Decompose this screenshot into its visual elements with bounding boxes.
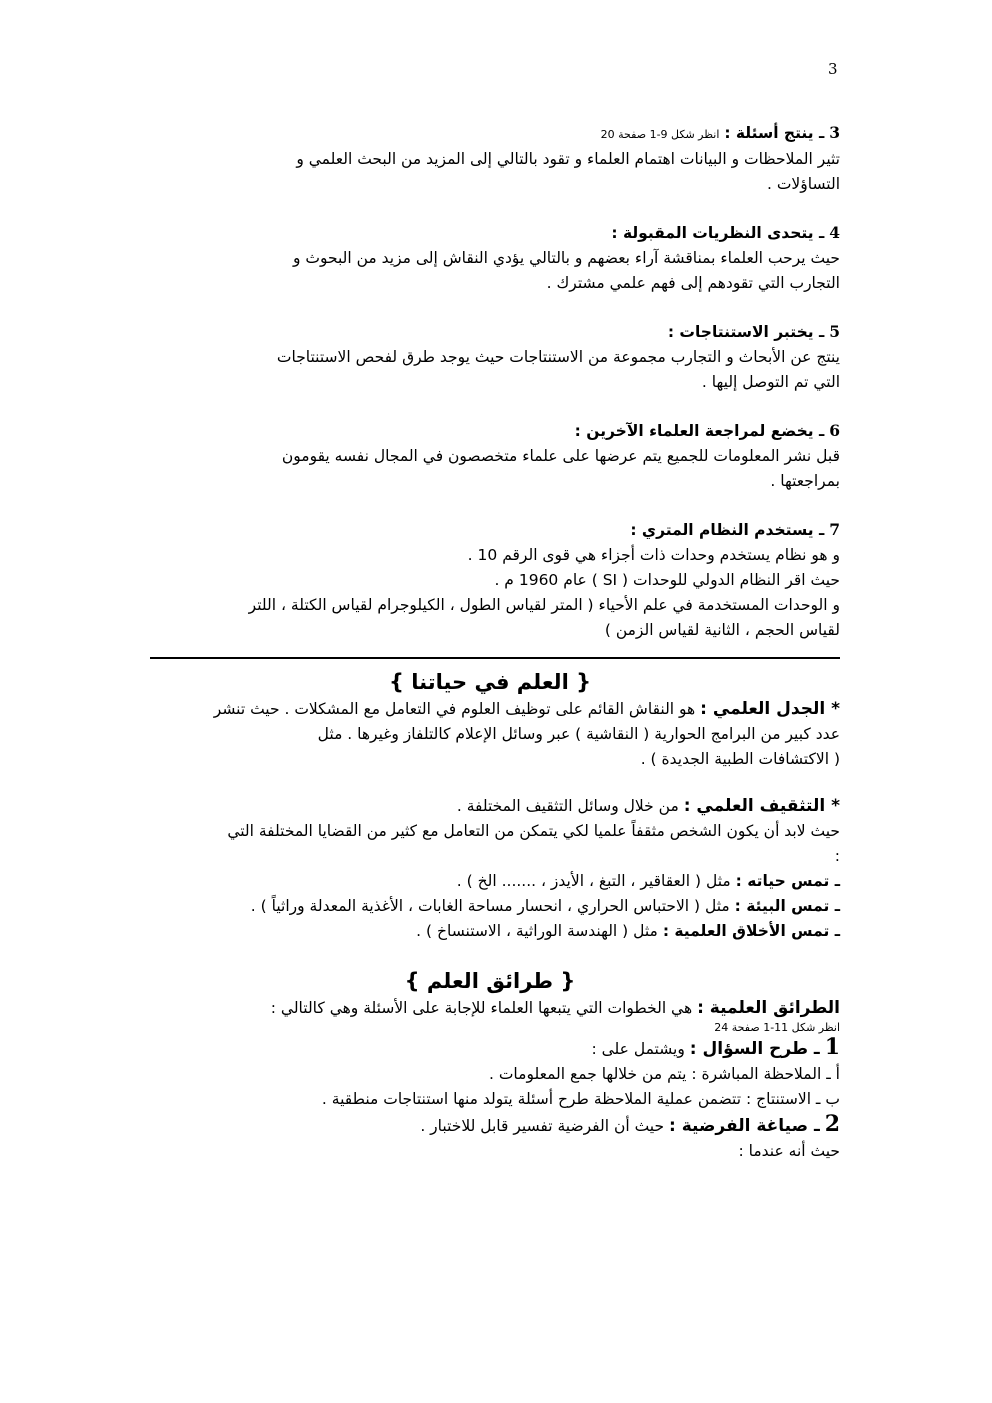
bullet-text: مثل ( العقاقير ، التبغ ، الأيدز ، ....... الخ ) . <box>456 872 731 890</box>
paragraph-text: هي الخطوات التي يتبعها العلماء للإجابة على الأسئلة وهي كالتالي : <box>270 999 693 1017</box>
bullet-item <box>140 869 840 894</box>
paragraph-line: ( الاكتشافات الطبية الجديدة ) . <box>640 750 840 768</box>
bullet-label: ـ تمس حياته : <box>735 872 840 890</box>
list-item: أ ـ الملاحظة المباشرة : يتم من خلالها جمع المعلومات . <box>488 1065 840 1083</box>
figure-reference: انظر شكل 11-1 صفحة 24 <box>714 1021 840 1034</box>
paragraph-line: تثير الملاحظات و البيانات اهتمام العلماء و تقود بالتالي إلى المزيد من البحث العلمي و <box>296 150 840 168</box>
bullet-text: مثل ( الاحتباس الحراري ، انحسار مساحة الغابات ، الأغذية المعدلة وراثياً ) . <box>250 897 730 915</box>
bullet-label: ـ تمس الأخلاق العلمية : <box>662 922 840 940</box>
section-number: 4 <box>829 223 840 242</box>
bullet-item <box>140 919 840 944</box>
science-methods-section <box>140 966 840 1164</box>
document-body <box>140 120 840 1164</box>
debate-paragraph <box>140 697 840 722</box>
step-title: ـ طرح السؤال : <box>689 1039 820 1059</box>
paragraph-line: و هو نظام يستخدم وحدات ذات أجزاء هي قوى الرقم 10 . <box>467 546 840 564</box>
paragraph-line: عدد كبير من البرامج الحوارية ( النقاشية ) عبر وسائل الإعلام كالتلفاز وغيرها . مثل <box>317 725 840 743</box>
paragraph-line: لقياس الحجم ، الثانية لقياس الزمن ) <box>604 621 840 639</box>
section-number: 5 <box>829 322 840 341</box>
section-title: ـ يختبر الاستنتاجات : <box>667 323 825 341</box>
paragraph-line: : <box>834 847 840 865</box>
step-number: 1 <box>824 1034 840 1060</box>
section-6 <box>140 418 840 494</box>
section-main-title: { طرائق العلم } <box>404 969 576 993</box>
section-number: 7 <box>829 520 840 539</box>
term-label: * الجدل العلمي : <box>700 699 840 719</box>
paragraph-line: حيث اقر النظام الدولي للوحدات ( SI ) عام 1960 م . <box>494 571 840 589</box>
paragraph-line: قبل نشر المعلومات للجميع يتم عرضها على علماء متخصصون في المجال نفسه يقومون <box>281 447 840 465</box>
section-heading <box>140 319 840 345</box>
paragraph-line: التجارب التي تقودهم إلى فهم علمي مشترك . <box>546 274 840 292</box>
paragraph-line: حيث أنه عندما : <box>738 1142 840 1160</box>
section-heading <box>140 120 840 147</box>
section-number: 6 <box>829 421 840 440</box>
list-item: ب ـ الاستنتاج : تتضمن عملية الملاحظة طرح أسئلة يتولد منها استنتاجات منطقية . <box>321 1090 840 1108</box>
step-number: 2 <box>824 1111 840 1137</box>
section-heading <box>140 517 840 543</box>
bullet-label: ـ تمس البيئة : <box>734 897 840 915</box>
section-number: 3 <box>829 123 840 142</box>
section-title: ـ يخضع لمراجعة العلماء الآخرين : <box>574 422 825 440</box>
section-5 <box>140 319 840 395</box>
section-title: ـ يستخدم النظام المتري : <box>630 521 825 539</box>
paragraph-line: بمراجعتها . <box>770 472 840 490</box>
step-intro: ويشتمل على : <box>591 1040 685 1058</box>
term-label: * التثقيف العلمي : <box>683 796 840 816</box>
figure-reference: انظر شكل 9-1 صفحة 20 <box>600 128 720 141</box>
section-4 <box>140 220 840 296</box>
step-2-heading <box>140 1112 840 1139</box>
step-1-heading <box>140 1035 840 1062</box>
bullet-item <box>140 894 840 919</box>
section-main-title: { العلم في حياتنا } <box>388 670 592 694</box>
page-number: 3 <box>828 60 838 78</box>
step-text: حيث أن الفرضية تفسير قابل للاختبار . <box>420 1117 665 1135</box>
paragraph-line: حيث يرحب العلماء بمناقشة آراء بعضهم و بالتالي يؤدي النقاش إلى مزيد من البحوث و <box>292 249 840 267</box>
literacy-paragraph <box>140 794 840 819</box>
step-title: ـ صياغة الفرضية : <box>669 1116 820 1136</box>
section-heading <box>140 220 840 246</box>
section-heading <box>140 418 840 444</box>
horizontal-divider <box>150 657 840 659</box>
paragraph-line: التساؤلات . <box>766 175 840 193</box>
section-title: ـ يتحدى النظريات المقبولة : <box>611 224 825 242</box>
term-label: الطرائق العلمية : <box>697 998 840 1018</box>
paragraph-line: حيث لابد أن يكون الشخص مثقفاً علميا لكي يتمكن من التعامل مع كثير من القضايا المختلفة التي <box>227 822 840 840</box>
paragraph-text: هو النقاش القائم على توظيف العلوم في التعامل مع المشكلات . حيث تنشر <box>213 700 696 718</box>
bullet-text: مثل ( الهندسة الوراثية ، الاستنساخ ) . <box>416 922 658 940</box>
paragraph-line: التي تم التوصل إليها . <box>701 373 840 391</box>
section-7 <box>140 517 840 643</box>
section-title: ـ ينتج أسئلة : <box>724 124 825 142</box>
paragraph-text: من خلال وسائل التثقيف المختلفة . <box>456 797 679 815</box>
science-in-life-section <box>140 667 840 944</box>
paragraph-line: و الوحدات المستخدمة في علم الأحياء ( المتر لقياس الطول ، الكيلوجرام لقياس الكتلة ، اللتر <box>248 596 840 614</box>
paragraph-line: ينتج عن الأبحاث و التجارب مجموعة من الاستنتاجات حيث يوجد طرق لفحص الاستنتاجات <box>276 348 840 366</box>
methods-definition <box>140 996 840 1021</box>
section-3 <box>140 120 840 197</box>
